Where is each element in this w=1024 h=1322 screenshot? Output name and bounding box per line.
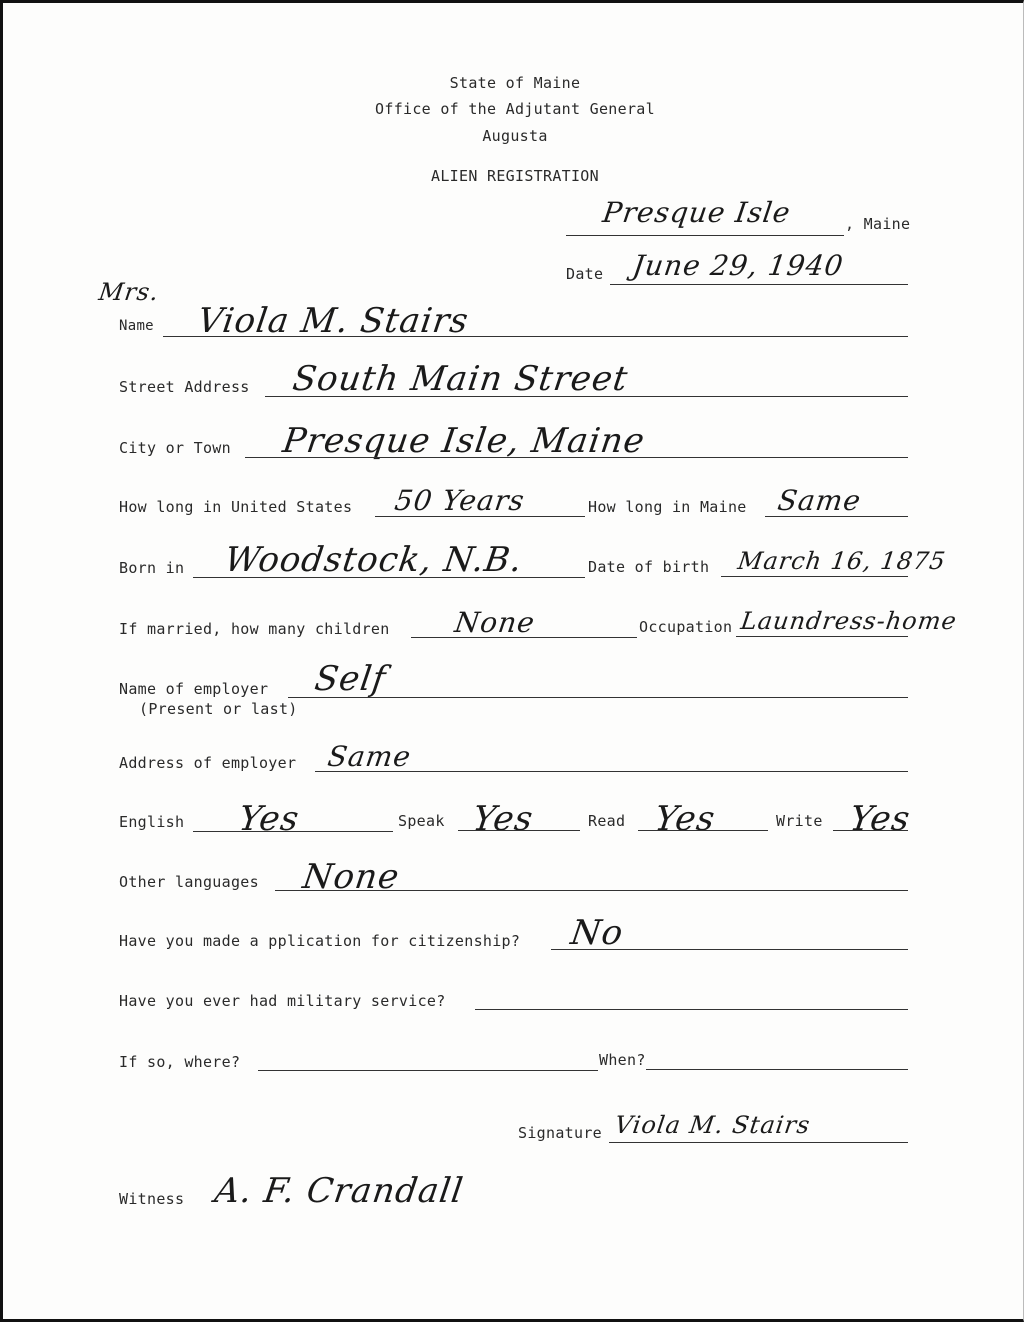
signature-line	[609, 1142, 908, 1143]
write-label: Write	[776, 812, 823, 830]
when-line	[646, 1069, 908, 1070]
name-prefix: Mrs.	[97, 278, 161, 306]
occupation-line	[736, 636, 908, 637]
employer-label: Name of employer	[119, 680, 269, 698]
write-entry: Yes	[847, 799, 913, 839]
employer-line	[288, 697, 908, 698]
born-in-entry: Woodstock, N.B.	[222, 540, 526, 580]
citizenship-entry: No	[568, 913, 627, 953]
how-long-maine-line	[765, 516, 908, 517]
read-label: Read	[588, 812, 626, 830]
name-entry: Viola M. Stairs	[195, 301, 472, 341]
read-line	[638, 830, 768, 831]
other-languages-line	[275, 890, 908, 891]
other-languages-label: Other languages	[119, 873, 259, 891]
english-label: English	[119, 813, 185, 831]
place-entry: Presque Isle	[600, 196, 793, 229]
how-long-us-label: How long in United States	[119, 498, 353, 516]
city-label: City or Town	[119, 439, 231, 457]
date-line	[610, 284, 908, 285]
city-line	[245, 457, 908, 458]
speak-line	[458, 830, 580, 831]
occupation-entry: Laundress-home	[739, 607, 959, 635]
children-label: If married, how many children	[119, 620, 390, 638]
name-label: Name	[119, 318, 154, 334]
date-label: Date	[566, 265, 604, 283]
citizenship-line	[551, 949, 908, 950]
street-entry: South Main Street	[290, 359, 631, 399]
born-in-label: Born in	[119, 559, 185, 577]
signature-entry: Viola M. Stairs	[613, 1111, 813, 1139]
street-label: Street Address	[119, 378, 250, 396]
where-line	[258, 1070, 598, 1071]
english-entry: Yes	[236, 799, 302, 839]
employer-sub-label: (Present or last)	[139, 700, 298, 718]
witness-entry: A. F. Crandall	[212, 1171, 467, 1211]
english-line	[193, 831, 393, 832]
military-line	[475, 1009, 908, 1010]
how-long-us-entry: 50 Years	[392, 484, 527, 517]
speak-label: Speak	[398, 812, 445, 830]
date-of-birth-entry: March 16, 1875	[736, 547, 948, 575]
read-entry: Yes	[652, 799, 718, 839]
form-title: ALIEN REGISTRATION	[431, 167, 599, 185]
how-long-maine-label: How long in Maine	[588, 498, 747, 516]
citizenship-label: Have you made a pplication for citizenship?	[119, 932, 521, 950]
date-of-birth-line	[721, 576, 908, 577]
header-city: Augusta	[482, 127, 548, 145]
how-long-maine-entry: Same	[775, 484, 864, 517]
children-line	[411, 637, 637, 638]
employer-address-entry: Same	[325, 740, 414, 773]
employer-address-line	[315, 771, 908, 772]
employer-entry: Self	[312, 659, 389, 699]
how-long-us-line	[375, 516, 585, 517]
date-of-birth-label: Date of birth	[588, 558, 710, 576]
speak-entry: Yes	[470, 799, 536, 839]
city-entry: Presque Isle, Maine	[280, 421, 648, 461]
header-state: State of Maine	[449, 74, 581, 92]
signature-label: Signature	[518, 1124, 602, 1142]
when-label: When?	[599, 1051, 646, 1069]
other-languages-entry: None	[300, 857, 403, 897]
occupation-label: Occupation	[639, 618, 733, 636]
maine-label: , Maine	[845, 215, 911, 233]
date-entry: June 29, 1940	[630, 249, 846, 282]
name-line	[163, 336, 908, 337]
where-label: If so, where?	[119, 1053, 241, 1071]
witness-label: Witness	[119, 1190, 185, 1208]
write-line	[833, 830, 908, 831]
place-line	[566, 235, 844, 236]
children-entry: None	[452, 606, 538, 639]
employer-address-label: Address of employer	[119, 754, 297, 772]
street-line	[265, 396, 908, 397]
born-in-line	[193, 577, 585, 578]
header-office: Office of the Adjutant General	[375, 100, 655, 118]
military-label: Have you ever had military service?	[119, 992, 446, 1010]
